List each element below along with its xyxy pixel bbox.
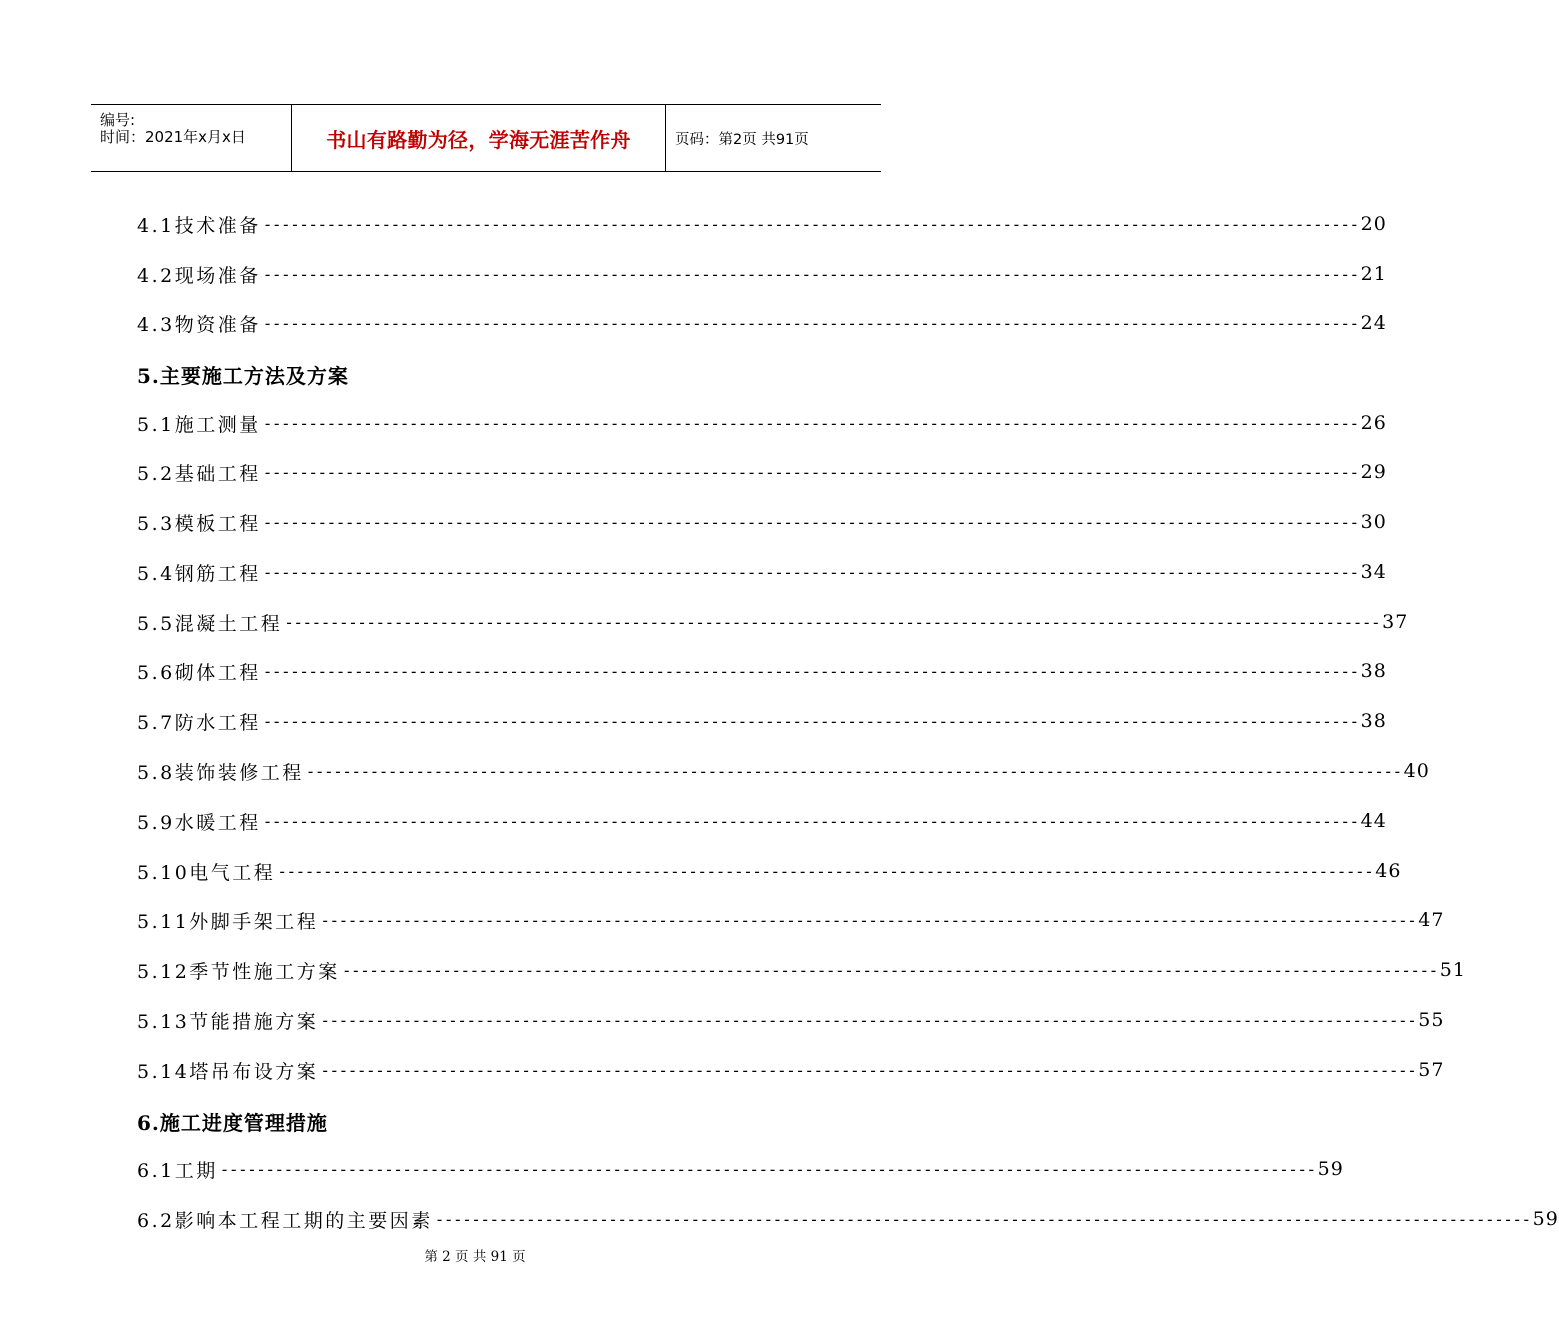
toc-section-heading[interactable]: 5.主要施工方法及方案	[137, 363, 349, 388]
toc-leader: ------------------------------------------------------------------------------------------------------------------------	[305, 761, 1402, 781]
toc-leader: ------------------------------------------------------------------------------------------------------------------------	[320, 910, 1417, 930]
toc-entry-label: 5.9水暖工程	[137, 811, 261, 834]
toc-entry-label: 5.8装饰装修工程	[137, 761, 304, 784]
toc-entry-label: 4.2现场准备	[137, 264, 261, 287]
toc-entry-page: 37	[1382, 611, 1409, 633]
toc-entry-label: 4.1技术准备	[137, 214, 261, 237]
toc-entry[interactable]	[137, 706, 1387, 736]
toc-entry-label: 5.13节能措施方案	[137, 1010, 319, 1033]
toc-entry-page: 57	[1418, 1059, 1445, 1081]
motto-text: 书山有路勤为径，学海无涯苦作舟	[326, 127, 631, 152]
toc-entry-page: 59	[1317, 1158, 1344, 1180]
toc-entry[interactable]	[137, 1204, 1559, 1234]
toc-leader: ------------------------------------------------------------------------------------------------------------------------	[219, 1159, 1316, 1179]
toc-entry-page: 40	[1403, 760, 1430, 782]
toc-entry[interactable]	[137, 955, 1466, 985]
toc-entry[interactable]	[137, 259, 1387, 289]
toc-entry-label: 4.3物资准备	[137, 313, 261, 336]
toc-entry[interactable]	[137, 607, 1409, 637]
toc-leader: ------------------------------------------------------------------------------------------------------------------------	[262, 462, 1359, 482]
toc-entry-label: 5.7防水工程	[137, 711, 261, 734]
toc-entry-page: 30	[1360, 511, 1387, 533]
toc-entry[interactable]	[137, 308, 1387, 338]
toc-leader: ------------------------------------------------------------------------------------------------------------------------	[320, 1010, 1417, 1030]
toc-entry[interactable]	[137, 905, 1445, 935]
toc-entry-page: 59	[1532, 1208, 1559, 1230]
toc-entry[interactable]	[137, 457, 1387, 487]
toc-entry[interactable]	[137, 756, 1430, 786]
toc-entry-page: 24	[1360, 312, 1387, 334]
toc-entry-page: 20	[1360, 213, 1387, 235]
toc-entry-label: 5.4钢筋工程	[137, 562, 261, 585]
toc-entry-page: 44	[1360, 810, 1387, 832]
toc-entry[interactable]	[137, 557, 1387, 587]
toc-entry[interactable]	[137, 1154, 1344, 1184]
toc-entry-label: 5.10电气工程	[137, 861, 276, 884]
time-label: 时间：2021年x月x日	[100, 128, 246, 146]
toc-section-heading[interactable]: 6.施工进度管理措施	[137, 1110, 328, 1135]
toc-entry-page: 34	[1360, 561, 1387, 583]
toc-entry[interactable]	[137, 1055, 1445, 1085]
toc-entry-page: 38	[1360, 660, 1387, 682]
toc-entry-label: 5.6砌体工程	[137, 661, 261, 684]
toc-leader: ------------------------------------------------------------------------------------------------------------------------	[284, 612, 1381, 632]
toc-leader: ------------------------------------------------------------------------------------------------------------------------	[434, 1209, 1531, 1229]
toc-entry-page: 29	[1360, 461, 1387, 483]
toc-entry-label: 5.3模板工程	[137, 512, 261, 535]
toc-leader: ------------------------------------------------------------------------------------------------------------------------	[262, 313, 1359, 333]
toc-leader: ------------------------------------------------------------------------------------------------------------------------	[262, 562, 1359, 582]
toc-entry-page: 55	[1418, 1009, 1445, 1031]
toc-entry-label: 6.2影响本工程工期的主要因素	[137, 1209, 433, 1232]
toc-entry-page: 21	[1360, 263, 1387, 285]
toc-entry[interactable]	[137, 806, 1387, 836]
toc-entry[interactable]	[137, 507, 1387, 537]
toc-entry-label: 5.1施工测量	[137, 413, 261, 436]
toc-entry-page: 46	[1375, 860, 1402, 882]
toc-entry[interactable]	[137, 1005, 1445, 1035]
toc-entry[interactable]	[137, 408, 1387, 438]
toc-leader: ------------------------------------------------------------------------------------------------------------------------	[262, 811, 1359, 831]
toc-leader: ------------------------------------------------------------------------------------------------------------------------	[262, 214, 1359, 234]
toc-leader: ------------------------------------------------------------------------------------------------------------------------	[262, 413, 1359, 433]
toc-entry-label: 5.5混凝土工程	[137, 612, 283, 635]
toc-entry-page: 47	[1418, 909, 1445, 931]
toc-entry-page: 26	[1360, 412, 1387, 434]
serial-label: 编号:	[100, 111, 136, 129]
toc-entry-label: 5.12季节性施工方案	[137, 960, 340, 983]
toc-entry-label: 6.1工期	[137, 1159, 218, 1182]
toc-entry-label: 5.11外脚手架工程	[137, 910, 319, 933]
toc-entry[interactable]	[137, 656, 1387, 686]
toc-leader: ------------------------------------------------------------------------------------------------------------------------	[262, 512, 1359, 532]
page-footer: 第 2 页 共 91 页	[424, 1249, 526, 1265]
toc-leader: ------------------------------------------------------------------------------------------------------------------------	[262, 264, 1359, 284]
toc-entry[interactable]	[137, 856, 1402, 886]
toc-leader: ------------------------------------------------------------------------------------------------------------------------	[341, 960, 1438, 980]
toc-leader: ------------------------------------------------------------------------------------------------------------------------	[262, 711, 1359, 731]
toc-entry-label: 5.14塔吊布设方案	[137, 1060, 319, 1083]
toc-leader: ------------------------------------------------------------------------------------------------------------------------	[277, 861, 1374, 881]
toc-entry-label: 5.2基础工程	[137, 462, 261, 485]
toc-entry-page: 38	[1360, 710, 1387, 732]
toc-entry-page: 51	[1439, 959, 1466, 981]
toc-entry[interactable]	[137, 209, 1387, 239]
page-info: 页码：第2页 共91页	[675, 131, 809, 148]
toc-leader: ------------------------------------------------------------------------------------------------------------------------	[320, 1060, 1417, 1080]
toc-leader: ------------------------------------------------------------------------------------------------------------------------	[262, 661, 1359, 681]
